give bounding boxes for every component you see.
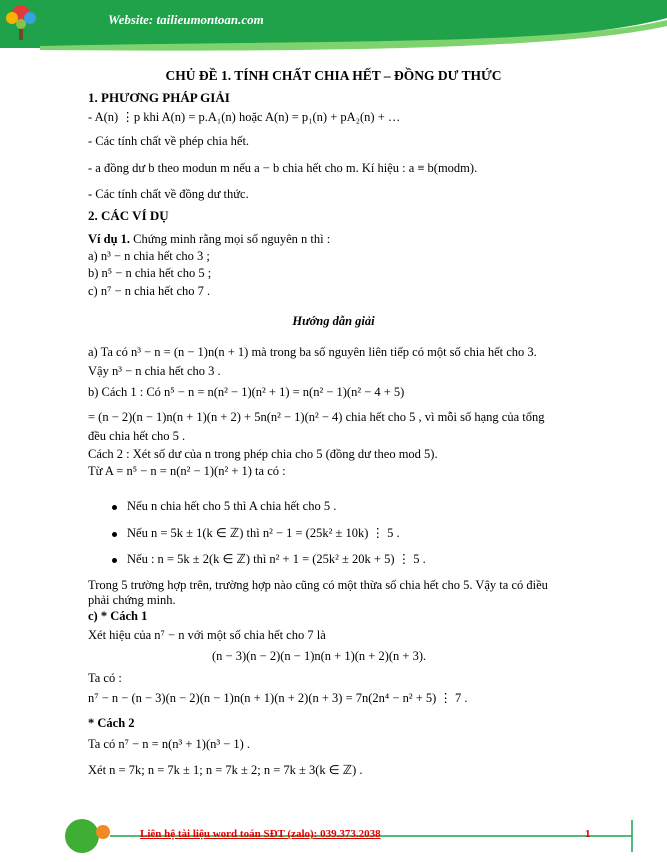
method-line: - Các tính chất về phép chia hết.: [88, 134, 250, 148]
solution-line: Từ A = n⁵ − n = n(n² − 1)(n² + 1) ta có :: [88, 464, 286, 478]
formula-line: n⁷ − n − (n − 3)(n − 2)(n − 1)n(n + 1)(n + 2)(n + 3) = 7n(2n⁴ − n² + 5) ⋮ 7 .: [88, 691, 468, 705]
tree-logo-icon: [0, 0, 44, 44]
solution-line: a) Ta có n³ − n = (n − 1)n(n + 1) mà trong ba số nguyên liên tiếp có một số chia hết cho 3.: [88, 345, 537, 359]
example-text: Chứng minh rằng mọi số nguyên n thì :: [130, 232, 331, 246]
example-item: c) n⁷ − n chia hết cho 7 .: [88, 284, 211, 298]
page-number: 1: [585, 828, 591, 840]
website-link[interactable]: Website: tailieumontoan.com: [108, 12, 264, 27]
solution-heading: Hướng dẫn giải: [292, 314, 375, 328]
bullet-item: Nếu n chia hết cho 5 thì A chia hết cho 5 .: [127, 499, 337, 513]
footer-contact-link[interactable]: Liên hệ tài liệu word toán SĐT (zalo): 039.373.2038: [140, 828, 381, 840]
section-1-heading: 1. PHƯƠNG PHÁP GIẢI: [88, 90, 230, 105]
solution-subheading: * Cách 2: [88, 716, 135, 730]
example-item: a) n³ − n chia hết cho 3 ;: [88, 249, 210, 263]
section-2-heading: 2. CÁC VÍ DỤ: [88, 208, 169, 223]
solution-line: Ta có n⁷ − n = n(n³ + 1)(n³ − 1) .: [88, 737, 251, 751]
bullet-dot-icon: [112, 558, 117, 563]
example-statement: [88, 231, 330, 247]
solution-line: = (n − 2)(n − 1)n(n + 1)(n + 2) + 5n(n² − 1)(n² − 4) chia hết cho 5 , vì mỗi số hạng của tổng: [88, 410, 545, 424]
formula-line: (n − 3)(n − 2)(n − 1)n(n + 1)(n + 2)(n + 3).: [212, 649, 427, 663]
header-banner: [0, 0, 667, 52]
solution-line: Cách 2 : Xét số dư của n trong phép chia cho 5 (đồng dư theo mod 5).: [88, 447, 438, 461]
bullet-dot-icon: [112, 505, 117, 510]
solution-line: đều chia hết cho 5 .: [88, 429, 186, 443]
page-title: CHỦ ĐỀ 1. TÍNH CHẤT CHIA HẾT – ĐỒNG DƯ THỨC: [165, 68, 502, 83]
bullet-dot-icon: [112, 532, 117, 537]
solution-line: Xét n = 7k; n = 7k ± 1; n = 7k ± 2; n = 7k ± 3(k ∈ ℤ) .: [88, 763, 363, 777]
solution-line: phải chứng minh.: [88, 593, 176, 607]
solution-line: Vậy n³ − n chia hết cho 3 .: [88, 364, 221, 378]
solution-line: Xét hiệu của n⁷ − n với một số chia hết cho 7 là: [88, 628, 326, 642]
method-line: - Các tính chất về đồng dư thức.: [88, 187, 249, 201]
bullet-item: Nếu : n = 5k ± 2(k ∈ ℤ) thì n² + 1 = (25k² ± 20k + 5) ⋮ 5 .: [127, 552, 426, 566]
solution-line: Trong 5 trường hợp trên, trường hợp nào cũng có một thừa số chia hết cho 5. Vậy ta có điều: [88, 578, 548, 592]
solution-line: b) Cách 1 : Có n⁵ − n = n(n² − 1)(n² + 1) = n(n² − 1)(n² − 4 + 5): [88, 385, 405, 399]
bullet-item: Nếu n = 5k ± 1(k ∈ ℤ) thì n² − 1 = (25k² ± 10k) ⋮ 5 .: [127, 526, 400, 540]
example-item: b) n⁵ − n chia hết cho 5 ;: [88, 266, 212, 280]
method-line: - a đồng dư b theo modun m nếu a − b chia hết cho m. Kí hiệu : a ≡ b(modm).: [88, 161, 478, 175]
solution-line: Ta có :: [88, 671, 122, 685]
solution-subheading: c) * Cách 1: [88, 609, 148, 623]
example-label: Ví dụ 1.: [88, 232, 131, 246]
method-line: - A(n) ⋮p khi A(n) = p.A₁(n) hoặc A(n) = p₁(n) + pA₂(n) + …: [88, 110, 401, 124]
